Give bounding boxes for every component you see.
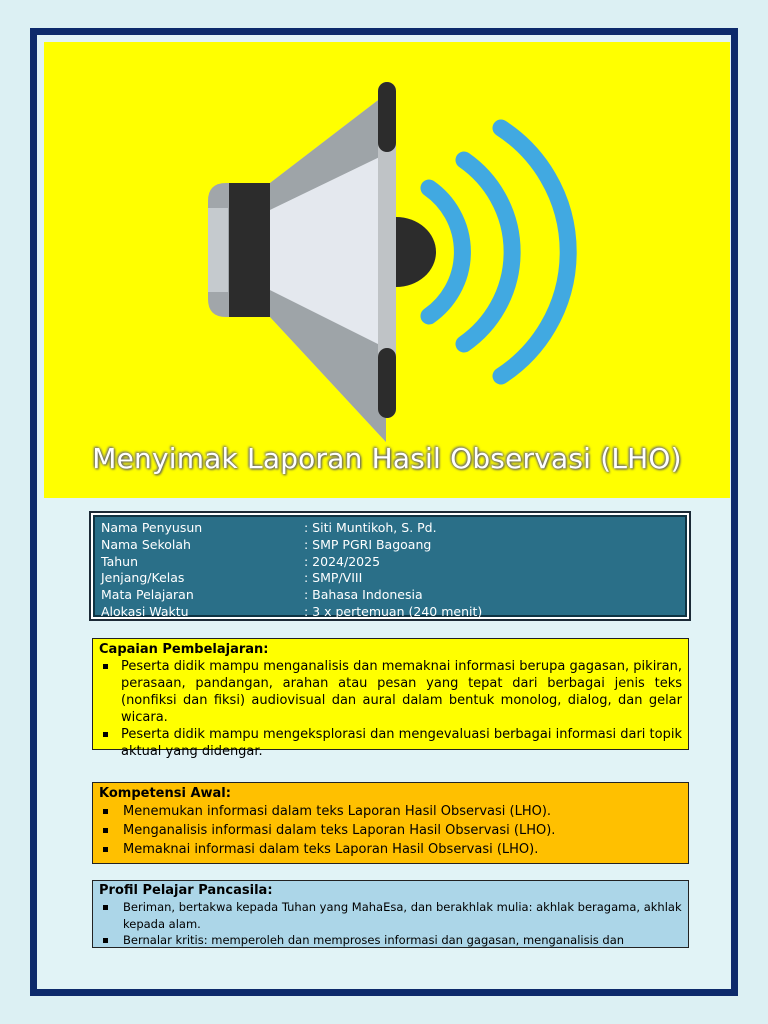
kompetensi-list <box>99 802 682 859</box>
list-item: Bernalar kritis: memperoleh dan memproses informasi dan gagasan, menganalisis dan <box>99 932 682 949</box>
identity-label: Tahun <box>101 553 138 569</box>
list-item: Peserta didik mampu menganalisis dan memaknai informasi berupa gagasan, pikiran, perasaan, pandangan, arahan atau pesan yang tepat dari berbagai jenis teks (nonfiksi dan fiksi) audiovisual dan aural dalam bentuk monolog, dialog, dan gelar wicara. <box>99 658 682 726</box>
identity-value: : Siti Muntikoh, S. Pd. <box>304 520 437 535</box>
list-item: Peserta didik mampu mengeksplorasi dan mengevaluasi berbagai informasi dari topik aktual yang didengar. <box>99 726 682 760</box>
identity-label: Jenjang/Kelas <box>101 570 185 586</box>
speaker-volume-icon <box>44 42 730 498</box>
capaian-heading: Capaian Pembelajaran: <box>99 642 269 657</box>
identity-row <box>101 587 679 604</box>
identity-row <box>101 520 679 537</box>
list-item: Memaknai informasi dalam teks Laporan Hasil Observasi (LHO). <box>99 840 682 859</box>
list-item: Menganalisis informasi dalam teks Laporan Hasil Observasi (LHO). <box>99 821 682 840</box>
identity-value: : SMP/VIII <box>304 570 363 586</box>
identity-value: : SMP PGRI Bagoang <box>304 536 432 552</box>
identity-table <box>93 515 687 617</box>
identity-row <box>101 604 679 621</box>
identity-label: Nama Penyusun <box>101 520 203 535</box>
profil-pelajar-box <box>92 880 689 948</box>
identity-label: Nama Sekolah <box>101 536 191 552</box>
identity-label: Mata Pelajaran <box>101 587 194 603</box>
profil-list <box>99 899 682 949</box>
kompetensi-heading: Kompetensi Awal: <box>99 786 231 801</box>
identity-label: Alokasi Waktu <box>101 603 189 619</box>
kompetensi-awal-box <box>92 782 689 864</box>
identity-value: : 2024/2025 <box>304 553 381 569</box>
profil-heading: Profil Pelajar Pancasila: <box>99 883 273 898</box>
cover-banner <box>44 42 730 498</box>
identity-row <box>101 570 679 587</box>
document-title: Menyimak Laporan Hasil Observasi (LHO) <box>92 442 682 475</box>
list-item: Beriman, bertakwa kepada Tuhan yang MahaEsa, dan berakhlak mulia: akhlak beragama, akhlak kepada alam. <box>99 899 682 932</box>
identity-value: : Bahasa Indonesia <box>304 587 423 603</box>
list-item: Menemukan informasi dalam teks Laporan Hasil Observasi (LHO). <box>99 802 682 821</box>
identity-box <box>89 511 691 621</box>
identity-row <box>101 537 679 554</box>
identity-value: : 3 x pertemuan (240 menit) <box>304 603 483 619</box>
capaian-pembelajaran-box <box>92 638 689 759</box>
capaian-list <box>99 658 682 760</box>
identity-row <box>101 554 679 571</box>
